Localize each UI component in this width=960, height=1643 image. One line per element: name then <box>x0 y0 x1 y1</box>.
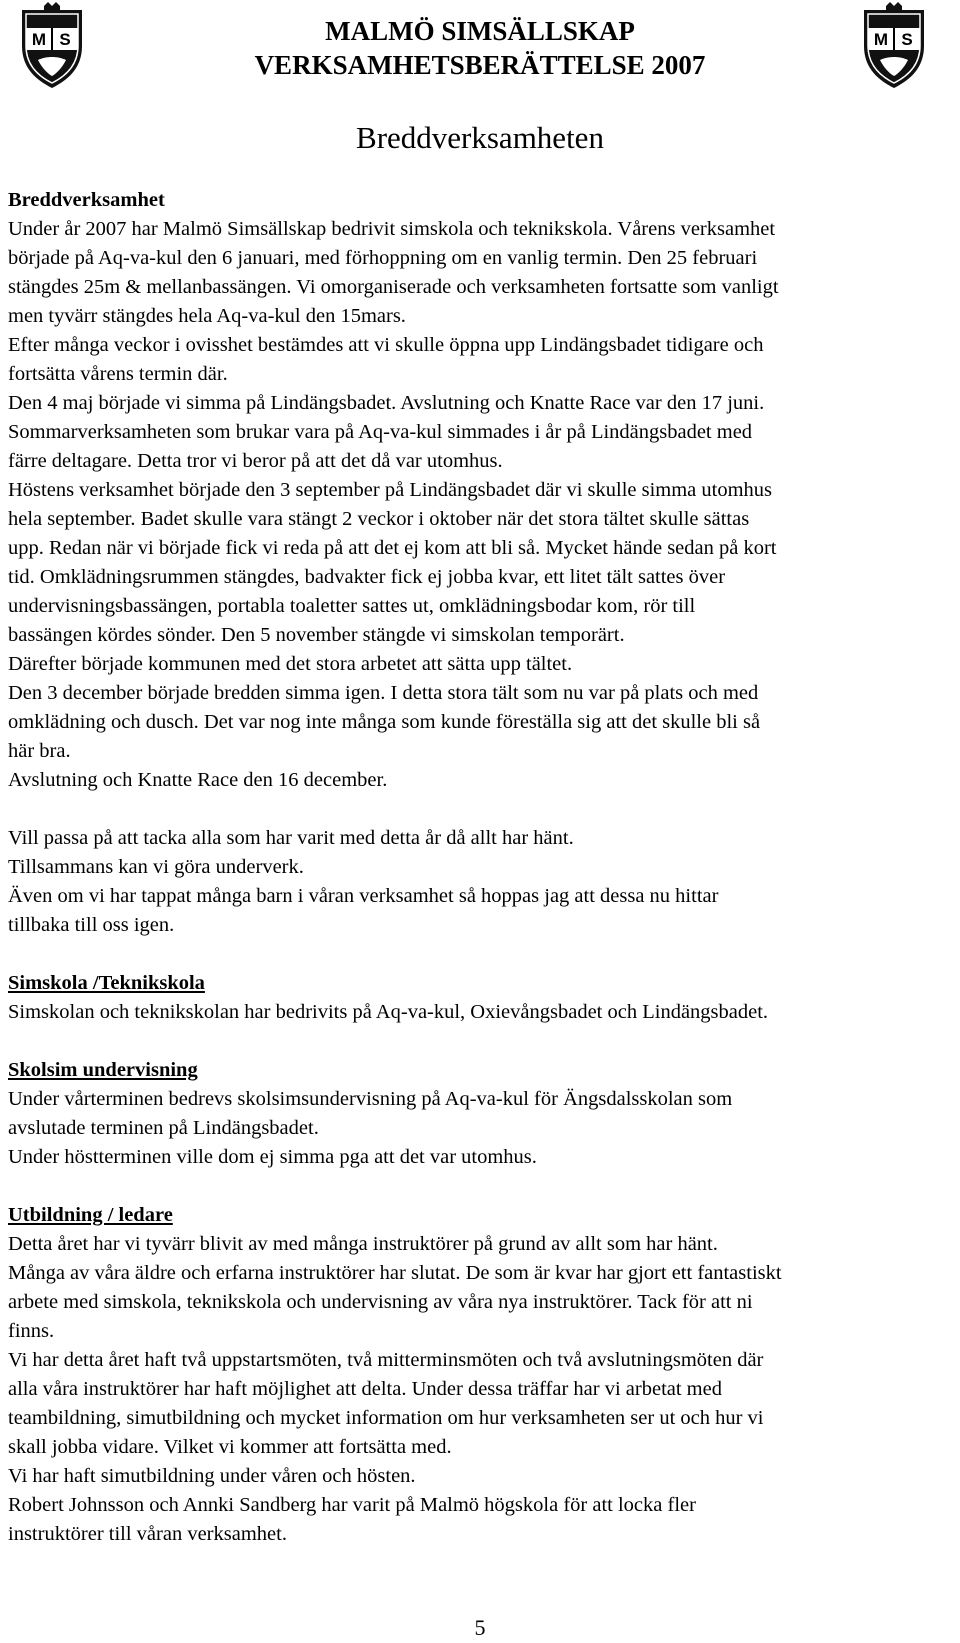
text-line: tillbaka till oss igen. <box>8 914 175 936</box>
svg-text:M: M <box>31 30 47 49</box>
text-line: fortsätta vårens termin där. <box>8 363 228 385</box>
text-line: upp. Redan när vi började fick vi reda på att det ej kom att bli så. Mycket hände sedan på kort <box>8 537 777 559</box>
text-line: Detta året har vi tyvärr blivit av med många instruktörer på grund av allt som har hänt. <box>8 1233 718 1255</box>
text-line: bassängen kördes sönder. Den 5 november stängde vi simskolan temporärt. <box>8 624 625 646</box>
text-line: Efter många veckor i ovisshet bestämdes att vi skulle öppna upp Lindängsbadet tidigare och <box>8 334 764 356</box>
text-line: Avslutning och Knatte Race den 16 december. <box>8 769 388 791</box>
header-report-title: VERKSAMHETSBERÄTTELSE 2007 <box>254 50 706 80</box>
text-line: undervisningsbassängen, portabla toaletter sattes ut, omklädningsbodar kom, rör till <box>8 595 696 617</box>
thanks-paragraph <box>8 824 954 940</box>
section-heading-utbildning: Utbildning / ledare <box>8 1204 173 1226</box>
text-line: Vill passa på att tacka alla som har varit med detta år då allt har hänt. <box>8 827 574 849</box>
text-line: instruktörer till våran verksamhet. <box>8 1523 287 1545</box>
section-heading-skolsim: Skolsim undervisning <box>8 1059 198 1081</box>
header-organization: MALMÖ SIMSÄLLSKAP <box>325 16 635 46</box>
text-line: Den 3 december började bredden simma igen. I detta stora tält som nu var på plats och med <box>8 682 759 704</box>
text-line: Höstens verksamhet började den 3 september på Lindängsbadet där vi skulle simma utomhus <box>8 479 773 501</box>
club-logo-left <box>16 2 88 90</box>
document-header <box>180 14 780 82</box>
text-line: Därefter började kommunen med det stora arbetet att sätta upp tältet. <box>8 653 573 675</box>
text-line: Under år 2007 har Malmö Simsällskap bedrivit simskola och teknikskola. Vårens verksamhet <box>8 218 776 240</box>
text-line: Under vårterminen bedrevs skolsimsundervisning på Aq-va-kul för Ängsdalsskolan som <box>8 1088 733 1110</box>
text-line: Under höstterminen ville dom ej simma pga att det var utomhus. <box>8 1146 537 1168</box>
text-line: omklädning och dusch. Det var nog inte många som kunde föreställa sig att det skulle bli så <box>8 711 761 733</box>
text-line: avslutade terminen på Lindängsbadet. <box>8 1117 319 1139</box>
section-breddverksamhet-body <box>8 215 954 795</box>
text-line: alla våra instruktörer har haft möjlighet att delta. Under dessa träffar har vi arbetat med <box>8 1378 722 1400</box>
text-line: färre deltagare. Detta tror vi beror på att det då var utomhus. <box>8 450 503 472</box>
text-line: här bra. <box>8 740 71 762</box>
text-line: Vi har detta året haft två uppstartsmöten, två mitterminsmöten och två avslutningsmöten där <box>8 1349 764 1371</box>
page-title: Breddverksamheten <box>356 120 604 155</box>
text-line: Simskolan och teknikskolan har bedrivits på Aq-va-kul, Oxievångsbadet och Lindängsbadet. <box>8 1001 769 1023</box>
text-line: Tillsammans kan vi göra underverk. <box>8 856 304 878</box>
page-number: 5 <box>474 1615 486 1640</box>
text-line: arbete med simskola, teknikskola och undervisning av våra nya instruktörer. Tack för att ni <box>8 1291 753 1313</box>
document-body <box>8 186 954 1549</box>
text-line: Även om vi har tappat många barn i våran verksamhet så hoppas jag att dessa nu hittar <box>8 885 719 907</box>
text-line: Sommarverksamheten som brukar vara på Aq-va-kul simmades i år på Lindängsbadet med <box>8 421 753 443</box>
svg-text:S: S <box>59 30 71 49</box>
section-heading-simskola: Simskola /Teknikskola <box>8 972 205 994</box>
text-line: hela september. Badet skulle vara stängt 2 veckor i oktober när det stora tältet skulle sättas <box>8 508 750 530</box>
text-line: stängdes 25m & mellanbassängen. Vi omorganiserade och verksamheten fortsatte som vanligt <box>8 276 779 298</box>
text-line: Många av våra äldre och erfarna instruktörer har slutat. De som är kvar har gjort ett fantastiskt <box>8 1262 782 1284</box>
text-line: Robert Johnsson och Annki Sandberg har varit på Malmö högskola för att locka fler <box>8 1494 696 1516</box>
section-skolsim-body <box>8 1085 954 1172</box>
text-line: började på Aq-va-kul den 6 januari, med förhoppning om en vanlig termin. Den 25 februari <box>8 247 758 269</box>
text-line: finns. <box>8 1320 55 1342</box>
club-logo-right <box>858 2 930 90</box>
text-line: teambildning, simutbildning och mycket information om hur verksamheten ser ut och hur vi <box>8 1407 764 1429</box>
section-utbildning-body <box>8 1230 954 1549</box>
svg-text:M: M <box>873 30 889 49</box>
section-heading-breddverksamhet: Breddverksamhet <box>8 189 165 211</box>
text-line: men tyvärr stängdes hela Aq-va-kul den 15mars. <box>8 305 406 327</box>
text-line: Vi har haft simutbildning under våren och hösten. <box>8 1465 416 1487</box>
text-line: skall jobba vidare. Vilket vi kommer att fortsätta med. <box>8 1436 452 1458</box>
text-line: tid. Omklädningsrummen stängdes, badvakter fick ej jobba kvar, ett litet tält sattes över <box>8 566 726 588</box>
section-simskola-body <box>8 998 954 1027</box>
text-line: Den 4 maj började vi simma på Lindängsbadet. Avslutning och Knatte Race var den 17 juni. <box>8 392 765 414</box>
svg-text:S: S <box>901 30 913 49</box>
